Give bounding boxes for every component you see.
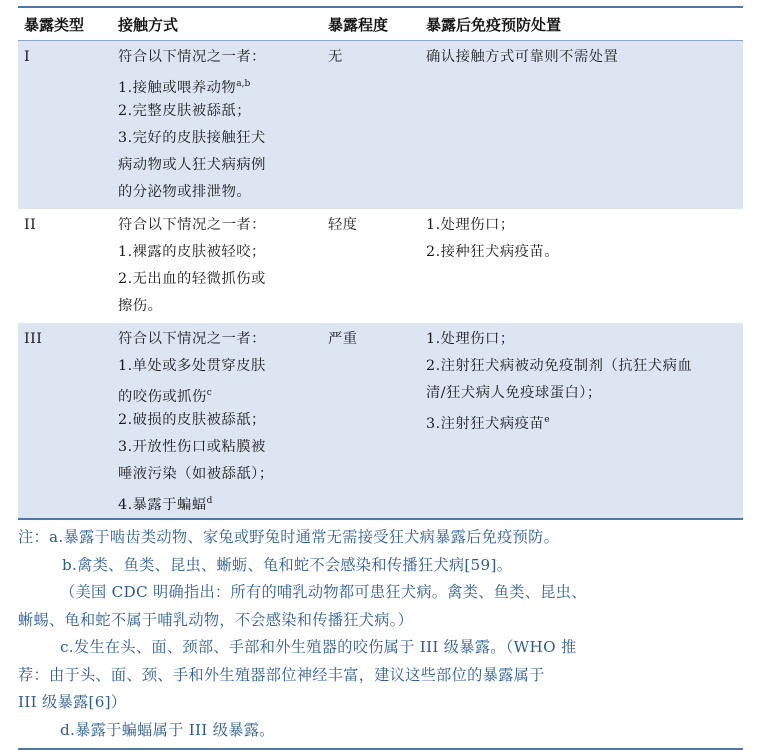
type-column-cell: [18, 41, 112, 210]
footnote-marker: d: [206, 496, 213, 506]
footnote-line: b.禽类、鱼类、昆虫、蜥蛎、龟和蛇不会感染和传播狂犬病[59]。: [62, 555, 513, 574]
footnote-marker: a,b: [236, 79, 251, 89]
table-row: [18, 209, 743, 323]
contact-method-line: 2.完整皮肤被舔舐；: [118, 103, 252, 119]
exposure-type-cell: II: [24, 217, 37, 233]
contact-method-line: 3.完好的皮肤接触狂犬: [118, 130, 266, 146]
type-column-cell: [18, 323, 112, 518]
degree-column-cell: [322, 41, 420, 210]
contact-method-line: 擦伤。: [118, 298, 163, 314]
action-line: 3.注射狂犬病疫苗$^e$: [426, 415, 550, 432]
action-column-cell: [420, 41, 743, 210]
contact-method-line: 的分泌物或排泄物。: [118, 184, 252, 200]
contact-method-line: 1.接触或喂养动物$^{a,b}$: [118, 79, 251, 96]
action-line: 1.处理伤口；: [426, 217, 515, 233]
action-line: 1.处理伤口；: [426, 331, 515, 347]
type-column-cell: [18, 209, 112, 323]
contact-method-line: 符合以下情况之一者：: [118, 331, 266, 347]
exposure-degree-cell: 严重: [328, 331, 358, 347]
degree-column-cell: [322, 209, 420, 323]
exposure-degree-cell: 无: [328, 49, 343, 65]
action-column-cell: [420, 209, 743, 323]
contact-method-line: 的咬伤或抓伤$^c$: [118, 388, 212, 405]
header-contact-method: 接触方式: [112, 8, 322, 41]
footnote-marker: e: [544, 415, 550, 425]
degree-column-cell: [322, 323, 420, 518]
footnote-line: d.暴露于蝙蝠属于 III 级暴露。: [60, 720, 275, 739]
header-exposure-degree: 暴露程度: [322, 8, 420, 41]
contact-method-line: 3.开放性伤口或粘膜被: [118, 439, 266, 455]
contact-column-cell: [112, 41, 322, 210]
exposure-type-cell: I: [24, 49, 31, 65]
table-row: [18, 41, 743, 210]
footnote-line: 荐：由于头、面、颈、手和外生殖器部位神经丰富，建议这些部位的暴露属于: [18, 665, 545, 684]
action-column-cell: [420, 323, 743, 518]
action-line: 2.接种狂犬病疫苗。: [426, 244, 560, 260]
contact-method-line: 2.破损的皮肤被舔舐；: [118, 412, 266, 428]
footnote-line: c.发生在头、面、颈部、手部和外生殖器的咬伤属于 III 级暴露。（WHO 推: [60, 638, 577, 656]
footnote-line: （美国 CDC 明确指出：所有的哺乳动物都可患狂犬病。禽类、鱼类、昆虫、: [60, 583, 587, 601]
contact-column-cell: [112, 323, 322, 518]
action-line: 确认接触方式可靠则不需处置: [426, 49, 619, 65]
contact-method-line: 符合以下情况之一者：: [118, 217, 266, 233]
action-line: 清/狂犬病人免疫球蛋白）；: [426, 385, 602, 401]
header-exposure-type: 暴露类型: [18, 8, 112, 41]
exposure-table: [18, 8, 743, 518]
header-post-exposure-action: 暴露后免疫预防处置: [420, 8, 743, 41]
footnotes: [18, 518, 743, 750]
contact-method-line: 符合以下情况之一者：: [118, 49, 266, 65]
footnote-marker: c: [206, 388, 212, 398]
exposure-type-cell: III: [24, 331, 43, 347]
contact-method-line: 4.暴露于蝙蝠$^d$: [118, 496, 213, 513]
contact-method-line: 病动物或人狂犬病病例: [118, 157, 266, 173]
action-line: 2.注射狂犬病被动免疫制剂（抗狂犬病血: [426, 358, 693, 374]
contact-column-cell: [112, 209, 322, 323]
document: [18, 6, 743, 750]
footnote-line: 蜥蜴、龟和蛇不属于哺乳动物，不会感染和传播狂犬病。）: [18, 610, 414, 629]
table-row: [18, 323, 743, 518]
footnote-line: III 级暴露[6]）: [18, 693, 127, 711]
contact-method-line: 1.裸露的皮肤被轻咬；: [118, 244, 266, 260]
contact-method-line: 唾液污染（如被舔舐）；: [118, 466, 274, 482]
exposure-degree-cell: 轻度: [328, 217, 358, 233]
contact-method-line: 2.无出血的轻微抓伤或: [118, 271, 266, 287]
table-header-row: [18, 8, 743, 41]
contact-method-line: 1.单处或多处贯穿皮肤: [118, 358, 266, 374]
footnote-line: 注：a.暴露于啮齿类动物、家兔或野兔时通常无需接受狂犬病暴露后免疫预防。: [18, 528, 560, 546]
